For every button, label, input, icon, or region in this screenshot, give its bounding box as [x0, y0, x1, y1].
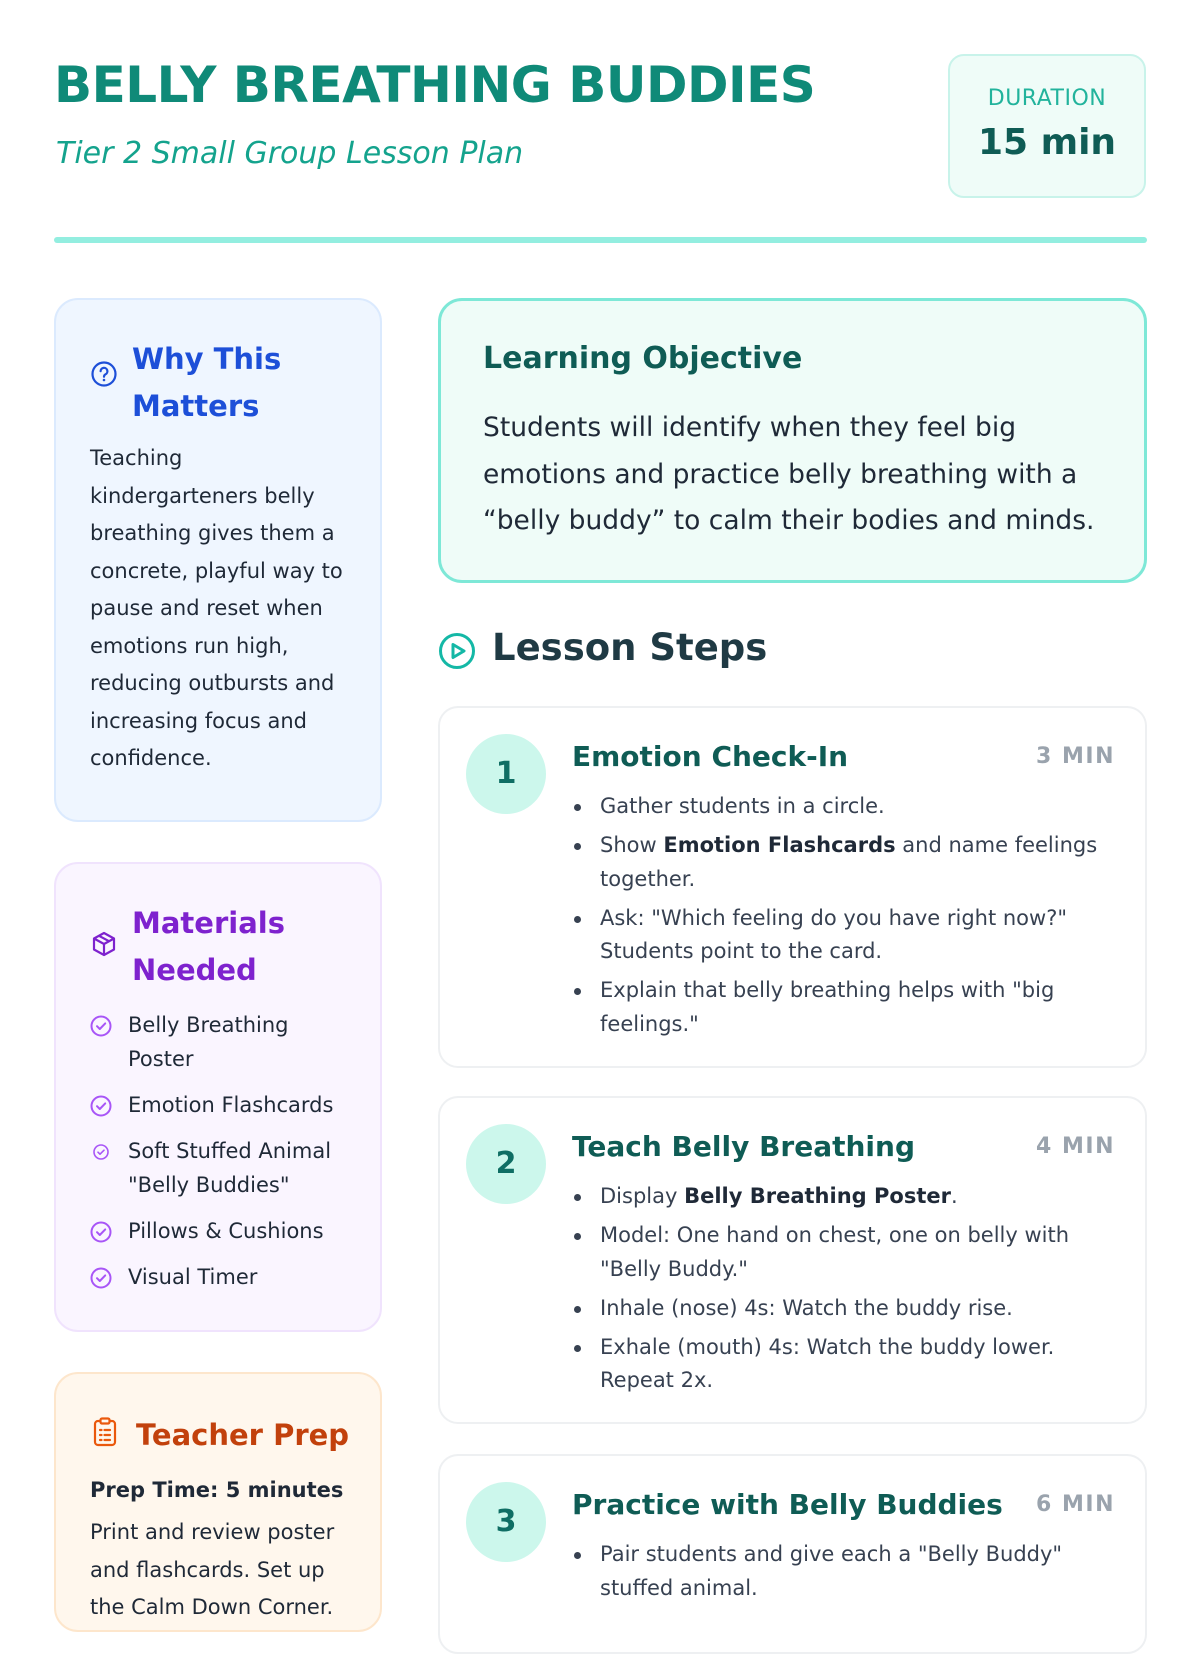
duration-label: DURATION [987, 86, 1107, 111]
step-duration: 4 MIN [1036, 1134, 1115, 1159]
page-subtitle: Tier 2 Small Group Lesson Plan [56, 136, 524, 171]
prep-time: Prep Time: 5 minutes [90, 1478, 344, 1502]
clipboard-icon [90, 1416, 120, 1448]
materials-item-label: Belly Breathing Poster [128, 1013, 289, 1071]
step-bullet: Show Emotion Flashcards and name feelings together. [572, 829, 1102, 896]
objective-body: Students will identify when they feel big emotions and practice belly breathing with a “belly buddy” to calm their bodies and minds. [483, 412, 1095, 536]
materials-item-label: Pillows & Cushions [128, 1219, 324, 1243]
step-title: Teach Belly Breathing [572, 1130, 915, 1163]
step-duration: 6 MIN [1036, 1492, 1115, 1517]
step-bullet: Inhale (nose) 4s: Watch the buddy rise. [572, 1292, 1102, 1326]
step-title: Practice with Belly Buddies [572, 1488, 1003, 1521]
lesson-steps-title: Lesson Steps [492, 626, 768, 669]
lesson-step-card [438, 1096, 1147, 1424]
cube-icon [90, 930, 118, 958]
check-circle-icon [90, 1015, 112, 1037]
materials-item [90, 1088, 360, 1122]
page-header [54, 52, 1146, 202]
step-bullet: Pair students and give each a "Belly Buddy" stuffed animal. [572, 1538, 1102, 1605]
step-bullet: Model: One hand on chest, one on belly with "Belly Buddy." [572, 1219, 1102, 1286]
objective-title: Learning Objective [483, 341, 803, 376]
step-bullet: Explain that belly breathing helps with "big feelings." [572, 974, 1102, 1041]
materials-card [54, 862, 382, 1332]
header-divider [54, 237, 1147, 243]
step-bullets [572, 1538, 1102, 1611]
duration-badge [948, 54, 1146, 198]
check-circle-icon [90, 1141, 112, 1163]
teacher-prep-card [54, 1372, 382, 1632]
play-circle-icon [438, 632, 476, 670]
check-circle-icon [90, 1267, 112, 1289]
check-circle-icon [90, 1221, 112, 1243]
step-bullets [572, 790, 1102, 1047]
step-bullet: Gather students in a circle. [572, 790, 1102, 824]
check-circle-icon [90, 1095, 112, 1117]
materials-title: Materials Needed [132, 906, 285, 987]
step-bullet: Display Belly Breathing Poster. [572, 1180, 1102, 1214]
materials-item [90, 1260, 360, 1294]
materials-item [90, 1134, 360, 1202]
materials-item-label: Visual Timer [128, 1265, 258, 1289]
materials-item-label: Emotion Flashcards [128, 1093, 334, 1117]
lesson-step-card [438, 706, 1147, 1068]
materials-item [90, 1008, 360, 1076]
why-this-matters-card [54, 298, 382, 822]
lesson-steps-heading [438, 626, 1038, 676]
learning-objective-card [438, 298, 1147, 583]
prep-title: Teacher Prep [136, 1418, 350, 1452]
materials-item [90, 1214, 360, 1248]
why-body: Teaching kindergarteners belly breathing gives them a concrete, playful way to pause and reset when emotions run high, reducing outbursts and increasing focus and confidence. [90, 446, 343, 770]
materials-item-label: Soft Stuffed Animal "Belly Buddies" [128, 1139, 332, 1197]
step-title: Emotion Check-In [572, 740, 849, 773]
step-bullets [572, 1180, 1102, 1403]
page-title: BELLY BREATHING BUDDIES [54, 56, 816, 114]
prep-body: Print and review poster and flashcards. Set up the Calm Down Corner. [90, 1520, 335, 1619]
question-circle-icon [90, 360, 118, 388]
step-bullet: Exhale (mouth) 4s: Watch the buddy lower. Repeat 2x. [572, 1331, 1102, 1398]
lesson-step-card [438, 1454, 1147, 1654]
step-bullet: Ask: "Which feeling do you have right now?" Students point to the card. [572, 902, 1102, 969]
step-number: 1 [466, 734, 546, 814]
step-duration: 3 MIN [1036, 744, 1115, 769]
duration-value: 15 min [977, 122, 1117, 163]
materials-list [90, 1008, 360, 1306]
step-number: 3 [466, 1482, 546, 1562]
why-title: Why This Matters [132, 342, 282, 423]
step-number: 2 [466, 1124, 546, 1204]
